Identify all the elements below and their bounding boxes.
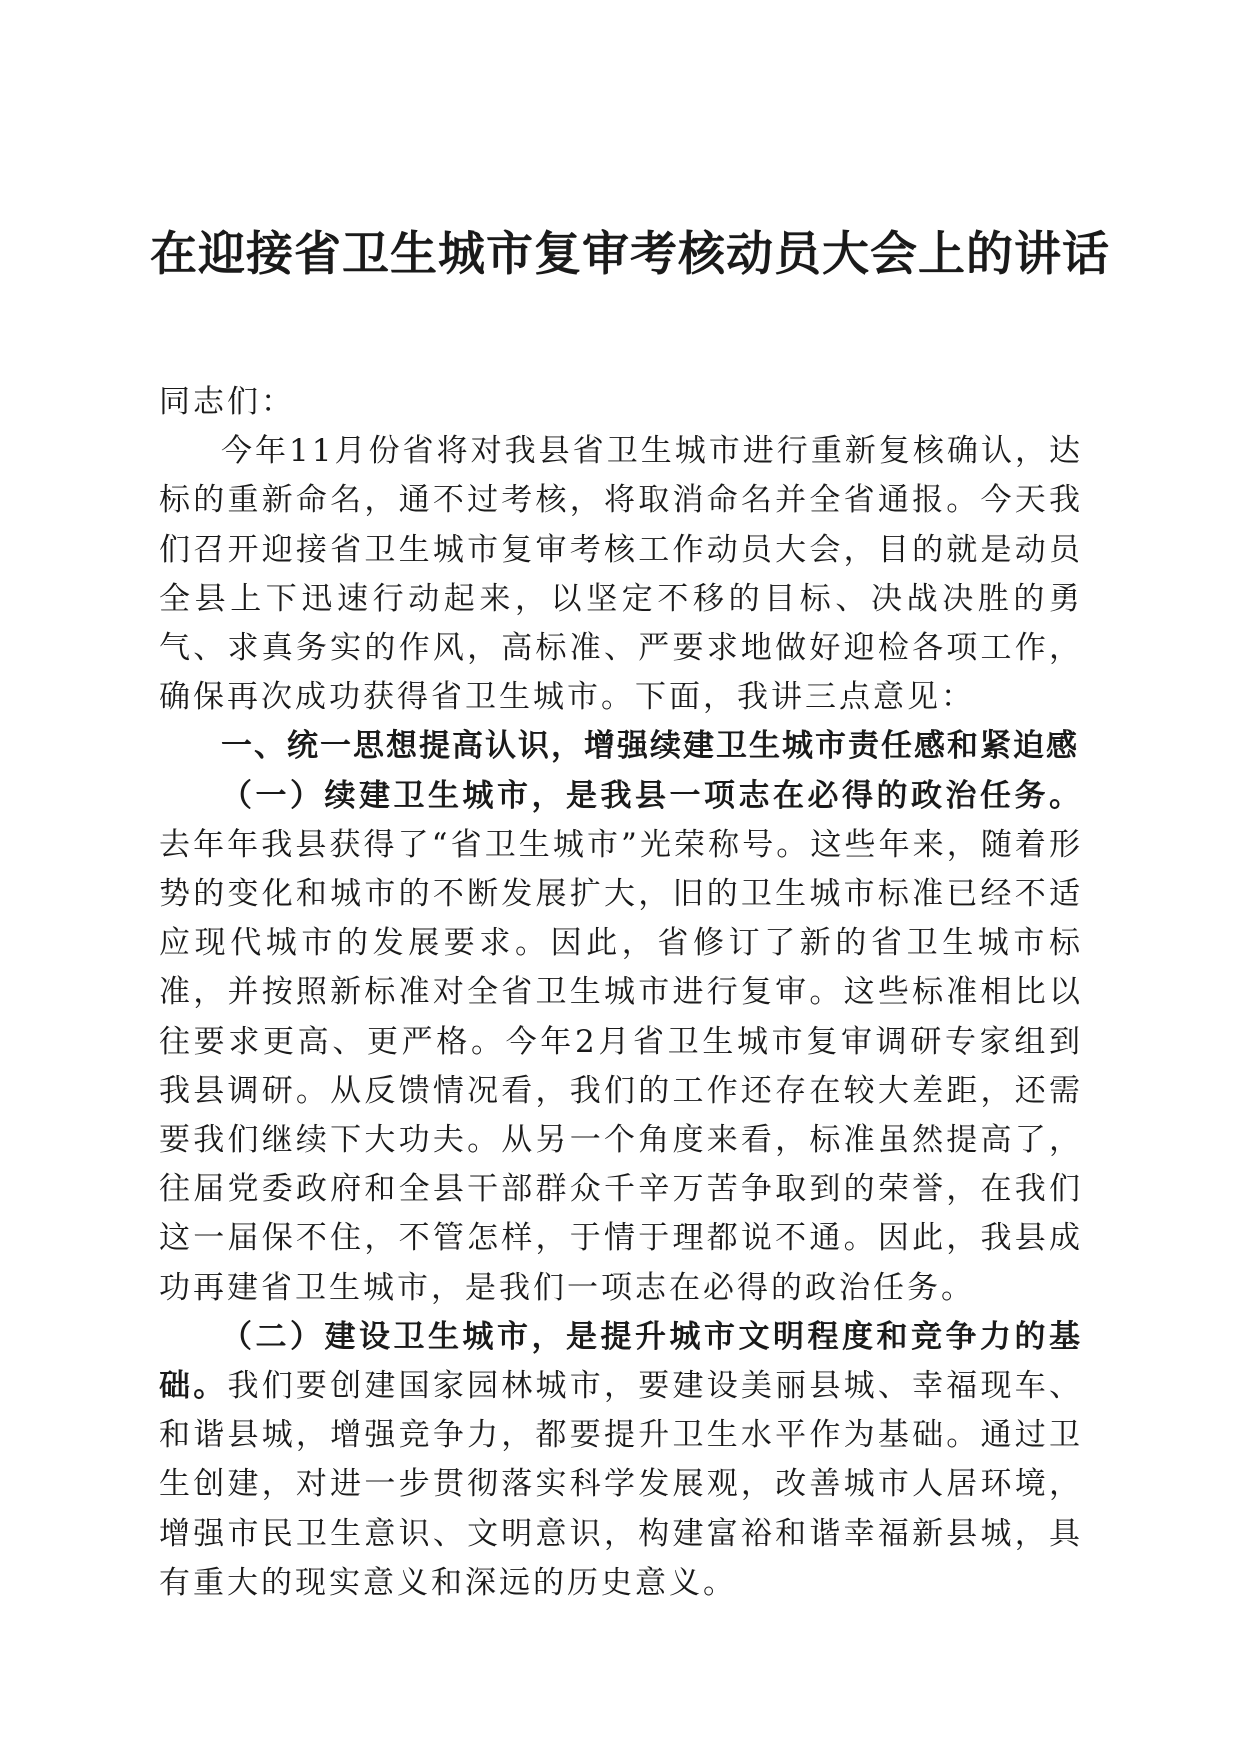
subsection-text-2: 我们要创建国家园林城市，要建设美丽县城、幸福现车、和谐县城，增强竞争力，都要提升卫生水平作为基础。通过卫生创建，对进一步贯彻落实科学发展观，改善城市人居环境，增强市民卫生意识、文明意识，构建富裕和谐幸福新县城，具有重大的现实意义和深远的历史意义。 bbox=[159, 1368, 1084, 1601]
subsection-lead-2: （二）建设卫生城市，是提升城市文明程度和竞争力的基础。 bbox=[159, 1318, 1083, 1405]
subsection-lead-1: （一）续建卫生城市，是我县一项志在必得的政治任务。 bbox=[221, 777, 1083, 814]
subsection-paragraph-2 bbox=[159, 1313, 1083, 1608]
subsection-paragraph-1 bbox=[159, 772, 1083, 1313]
document-body bbox=[159, 378, 1083, 1608]
section-heading-1: 一、统一思想提高认识，增强续建卫生城市责任感和紧迫感 bbox=[221, 728, 1079, 765]
intro-paragraph: 今年11月份省将对我县省卫生城市进行重新复核确认，达标的重新命名，通不过考核，将取消命名并全省通报。今天我们召开迎接省卫生城市复审考核工作动员大会，目的就是动员全县上下迅速行动起来，以坚定不移的目标、决战决胜的勇气、求真务实的作风，高标准、严要求地做好迎检各项工作，确保再次成功获得省卫生城市。下面，我讲三点意见： bbox=[159, 433, 1083, 716]
document-title: 在迎接省卫生城市复审考核动员大会上的讲话 bbox=[150, 227, 1110, 282]
subsection-text-1: 去年年我县获得了“省卫生城市”光荣称号。这些年来，随着形势的变化和城市的不断发展扩大，旧的卫生城市标准已经不适应现代城市的发展要求。因此，省修订了新的省卫生城市标准，并按照新标准对全省卫生城市进行复审。这些标准相比以往要求更高、更严格。今年2月省卫生城市复审调研专家组到我县调研。从反馈情况看，我们的工作还存在较大差距，还需要我们继续下大功夫。从另一个角度来看，标准虽然提高了，往届党委政府和全县干部群众千辛万苦争取到的荣誉，在我们这一届保不住，不管怎样，于情于理都说不通。因此，我县成功再建省卫生城市，是我们一项志在必得的政治任务。 bbox=[159, 826, 1083, 1306]
salutation: 同志们： bbox=[159, 384, 295, 420]
